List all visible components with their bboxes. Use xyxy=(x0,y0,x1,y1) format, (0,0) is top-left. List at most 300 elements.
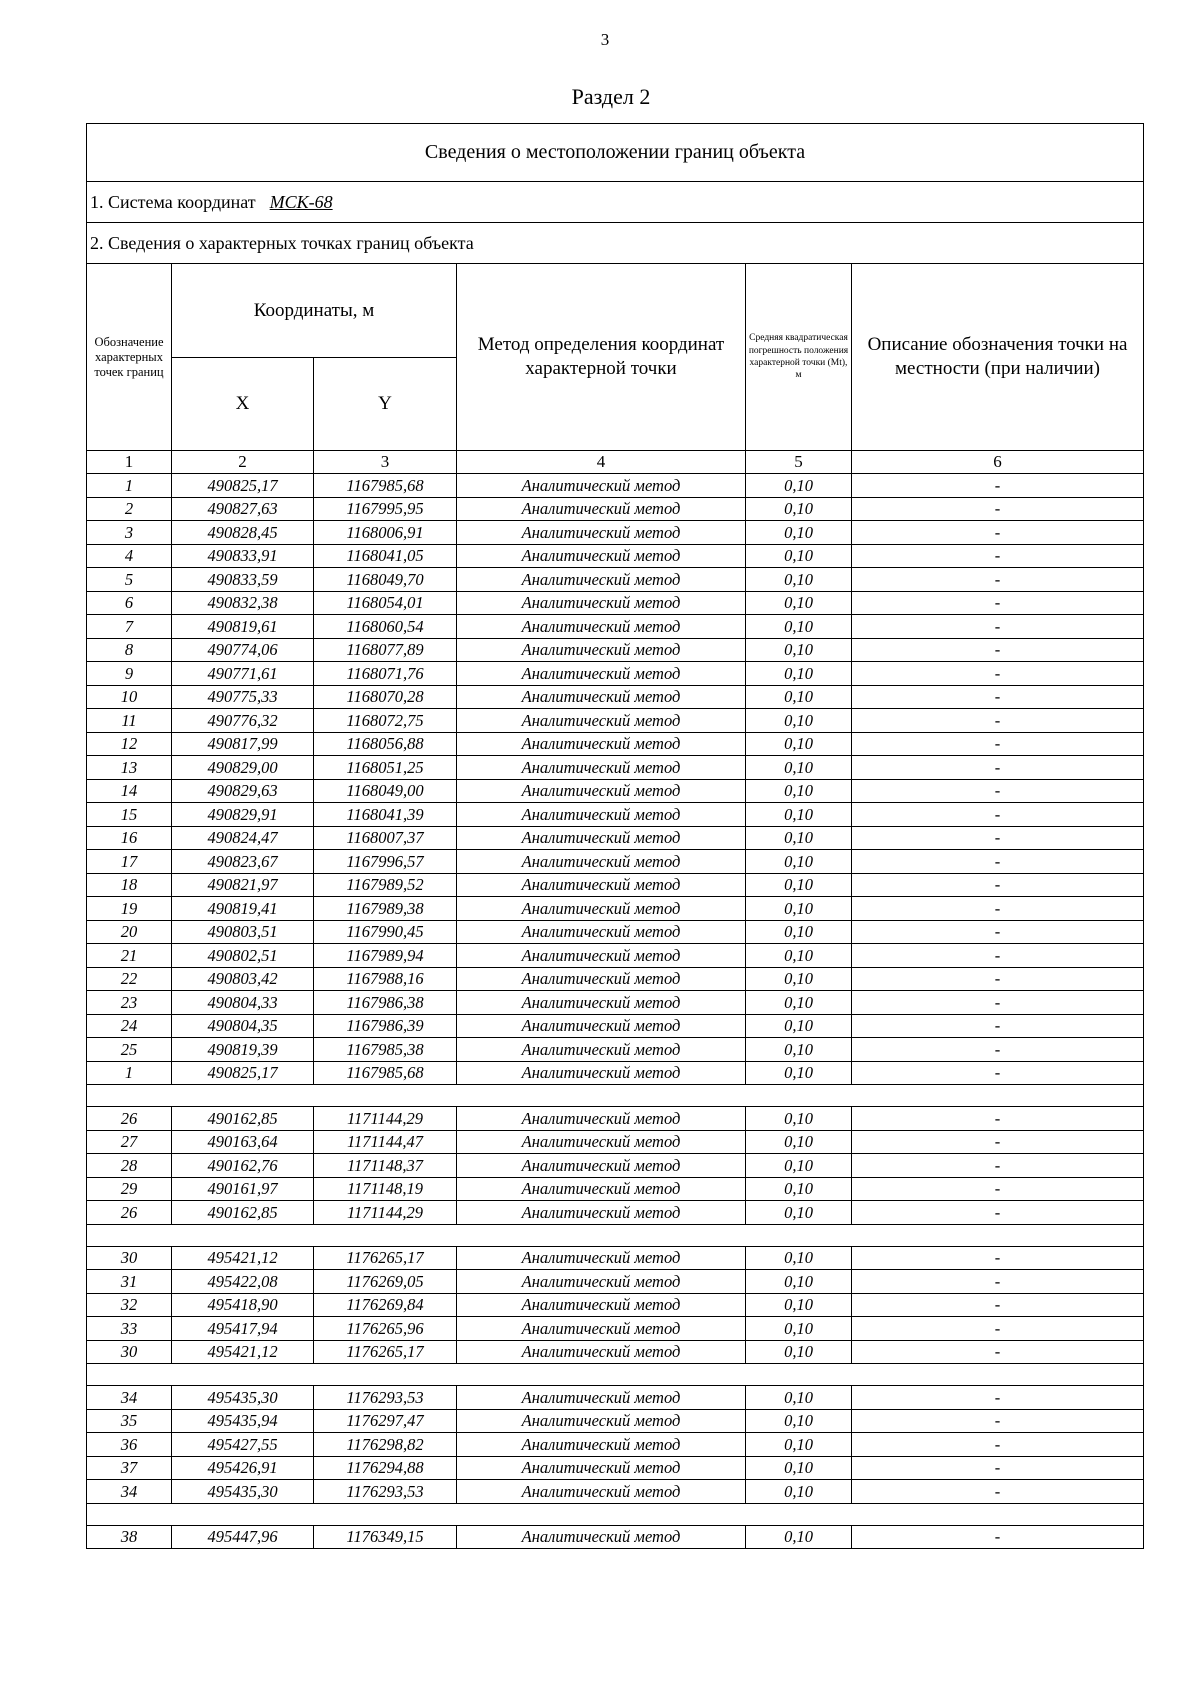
description: - xyxy=(852,474,1144,498)
column-numbers-row xyxy=(87,451,1144,474)
x-coordinate: 495447,96 xyxy=(172,1525,314,1549)
table-row xyxy=(87,1270,1144,1294)
point-number: 34 xyxy=(87,1386,172,1410)
y-coordinate: 1168077,89 xyxy=(314,638,457,662)
method: Аналитический метод xyxy=(457,920,746,944)
y-coordinate: 1176269,84 xyxy=(314,1293,457,1317)
method: Аналитический метод xyxy=(457,732,746,756)
description: - xyxy=(852,1456,1144,1480)
group-separator-row xyxy=(87,1085,1144,1107)
x-coordinate: 495427,55 xyxy=(172,1433,314,1457)
x-coordinate: 490162,85 xyxy=(172,1201,314,1225)
table-row xyxy=(87,826,1144,850)
mean-error: 0,10 xyxy=(746,944,852,968)
y-coordinate: 1167989,52 xyxy=(314,873,457,897)
table-row xyxy=(87,873,1144,897)
point-number: 30 xyxy=(87,1246,172,1270)
table-row xyxy=(87,803,1144,827)
mean-error: 0,10 xyxy=(746,568,852,592)
x-coordinate: 490833,91 xyxy=(172,544,314,568)
point-number: 29 xyxy=(87,1177,172,1201)
method: Аналитический метод xyxy=(457,803,746,827)
y-coordinate: 1176294,88 xyxy=(314,1456,457,1480)
column-number: 5 xyxy=(746,451,852,474)
mean-error: 0,10 xyxy=(746,1525,852,1549)
header-y: Y xyxy=(314,358,457,451)
description: - xyxy=(852,779,1144,803)
x-coordinate: 490771,61 xyxy=(172,662,314,686)
x-coordinate: 490825,17 xyxy=(172,1061,314,1085)
mean-error: 0,10 xyxy=(746,873,852,897)
table-row xyxy=(87,685,1144,709)
x-coordinate: 495426,91 xyxy=(172,1456,314,1480)
description: - xyxy=(852,1317,1144,1341)
point-number: 23 xyxy=(87,991,172,1015)
description: - xyxy=(852,1014,1144,1038)
table-row xyxy=(87,544,1144,568)
y-coordinate: 1168041,39 xyxy=(314,803,457,827)
y-coordinate: 1171144,29 xyxy=(314,1107,457,1131)
points-title: 2. Сведения о характерных точках границ объекта xyxy=(87,223,1144,264)
method: Аналитический метод xyxy=(457,991,746,1015)
mean-error: 0,10 xyxy=(746,1340,852,1364)
header-x: X xyxy=(172,358,314,451)
column-number: 4 xyxy=(457,451,746,474)
mean-error: 0,10 xyxy=(746,850,852,874)
table-row xyxy=(87,638,1144,662)
point-number: 35 xyxy=(87,1409,172,1433)
mean-error: 0,10 xyxy=(746,1201,852,1225)
point-number: 4 xyxy=(87,544,172,568)
x-coordinate: 495422,08 xyxy=(172,1270,314,1294)
group-separator xyxy=(87,1503,1144,1525)
point-number: 12 xyxy=(87,732,172,756)
mean-error: 0,10 xyxy=(746,920,852,944)
method: Аналитический метод xyxy=(457,826,746,850)
table-row xyxy=(87,967,1144,991)
mean-error: 0,10 xyxy=(746,1061,852,1085)
y-coordinate: 1167986,39 xyxy=(314,1014,457,1038)
description: - xyxy=(852,521,1144,545)
method: Аналитический метод xyxy=(457,897,746,921)
x-coordinate: 490803,51 xyxy=(172,920,314,944)
y-coordinate: 1167985,38 xyxy=(314,1038,457,1062)
table-title: Сведения о местоположении границ объекта xyxy=(87,124,1144,182)
description: - xyxy=(852,615,1144,639)
mean-error: 0,10 xyxy=(746,662,852,686)
coord-system xyxy=(87,182,1144,223)
y-coordinate: 1168051,25 xyxy=(314,756,457,780)
description: - xyxy=(852,497,1144,521)
x-coordinate: 490804,35 xyxy=(172,1014,314,1038)
y-coordinate: 1167989,94 xyxy=(314,944,457,968)
y-coordinate: 1176298,82 xyxy=(314,1433,457,1457)
mean-error: 0,10 xyxy=(746,732,852,756)
mean-error: 0,10 xyxy=(746,967,852,991)
point-number: 5 xyxy=(87,568,172,592)
method: Аналитический метод xyxy=(457,1270,746,1294)
y-coordinate: 1171144,29 xyxy=(314,1201,457,1225)
method: Аналитический метод xyxy=(457,544,746,568)
y-coordinate: 1171148,19 xyxy=(314,1177,457,1201)
mean-error: 0,10 xyxy=(746,779,852,803)
mean-error: 0,10 xyxy=(746,1246,852,1270)
method: Аналитический метод xyxy=(457,1177,746,1201)
table-row xyxy=(87,474,1144,498)
description: - xyxy=(852,591,1144,615)
y-coordinate: 1167995,95 xyxy=(314,497,457,521)
y-coordinate: 1167986,38 xyxy=(314,991,457,1015)
method: Аналитический метод xyxy=(457,779,746,803)
header-row-1 xyxy=(87,264,1144,358)
x-coordinate: 490802,51 xyxy=(172,944,314,968)
method: Аналитический метод xyxy=(457,1456,746,1480)
method: Аналитический метод xyxy=(457,685,746,709)
x-coordinate: 490824,47 xyxy=(172,826,314,850)
column-number: 2 xyxy=(172,451,314,474)
point-number: 22 xyxy=(87,967,172,991)
mean-error: 0,10 xyxy=(746,1130,852,1154)
header-error: Средняя квадратическая погрешность положения характерной точки (Mt), м xyxy=(746,264,852,451)
section-title: Раздел 2 xyxy=(571,84,651,109)
table-row xyxy=(87,897,1144,921)
y-coordinate: 1171144,47 xyxy=(314,1130,457,1154)
table-row xyxy=(87,991,1144,1015)
y-coordinate: 1167988,16 xyxy=(314,967,457,991)
x-coordinate: 490825,17 xyxy=(172,474,314,498)
point-number: 7 xyxy=(87,615,172,639)
column-number: 3 xyxy=(314,451,457,474)
x-coordinate: 490819,41 xyxy=(172,897,314,921)
point-number: 6 xyxy=(87,591,172,615)
point-number: 13 xyxy=(87,756,172,780)
x-coordinate: 490833,59 xyxy=(172,568,314,592)
header-coords: Координаты, м xyxy=(172,264,457,358)
table-row xyxy=(87,1480,1144,1504)
description: - xyxy=(852,897,1144,921)
description: - xyxy=(852,1038,1144,1062)
method: Аналитический метод xyxy=(457,756,746,780)
point-number: 18 xyxy=(87,873,172,897)
mean-error: 0,10 xyxy=(746,521,852,545)
coord-system-value: МСК-68 xyxy=(269,191,333,212)
table-row xyxy=(87,1409,1144,1433)
method: Аналитический метод xyxy=(457,1409,746,1433)
table-row xyxy=(87,1038,1144,1062)
x-coordinate: 495421,12 xyxy=(172,1246,314,1270)
description: - xyxy=(852,1107,1144,1131)
table-body xyxy=(87,124,1144,1549)
table-row xyxy=(87,1061,1144,1085)
group-separator-row xyxy=(87,1503,1144,1525)
x-coordinate: 490776,32 xyxy=(172,709,314,733)
mean-error: 0,10 xyxy=(746,826,852,850)
x-coordinate: 490774,06 xyxy=(172,638,314,662)
point-number: 34 xyxy=(87,1480,172,1504)
points-title-row xyxy=(87,223,1144,264)
mean-error: 0,10 xyxy=(746,1386,852,1410)
y-coordinate: 1168071,76 xyxy=(314,662,457,686)
x-coordinate: 490829,00 xyxy=(172,756,314,780)
method: Аналитический метод xyxy=(457,1014,746,1038)
table-row xyxy=(87,1154,1144,1178)
mean-error: 0,10 xyxy=(746,497,852,521)
table-row xyxy=(87,662,1144,686)
description: - xyxy=(852,1340,1144,1364)
x-coordinate: 495435,94 xyxy=(172,1409,314,1433)
table-row xyxy=(87,1386,1144,1410)
method: Аналитический метод xyxy=(457,967,746,991)
y-coordinate: 1168049,00 xyxy=(314,779,457,803)
x-coordinate: 490829,63 xyxy=(172,779,314,803)
table-row xyxy=(87,1293,1144,1317)
description: - xyxy=(852,850,1144,874)
x-coordinate: 490162,85 xyxy=(172,1107,314,1131)
method: Аналитический метод xyxy=(457,709,746,733)
description: - xyxy=(852,826,1144,850)
description: - xyxy=(852,1246,1144,1270)
table-row xyxy=(87,732,1144,756)
point-number: 8 xyxy=(87,638,172,662)
description: - xyxy=(852,1433,1144,1457)
y-coordinate: 1176293,53 xyxy=(314,1480,457,1504)
method: Аналитический метод xyxy=(457,1246,746,1270)
point-number: 24 xyxy=(87,1014,172,1038)
y-coordinate: 1167985,68 xyxy=(314,474,457,498)
x-coordinate: 490829,91 xyxy=(172,803,314,827)
description: - xyxy=(852,1525,1144,1549)
point-number: 14 xyxy=(87,779,172,803)
point-number: 31 xyxy=(87,1270,172,1294)
table-row xyxy=(87,1107,1144,1131)
description: - xyxy=(852,1293,1144,1317)
point-number: 25 xyxy=(87,1038,172,1062)
table-row xyxy=(87,497,1144,521)
coord-system-label: 1. Система координат xyxy=(90,191,256,212)
method: Аналитический метод xyxy=(457,944,746,968)
method: Аналитический метод xyxy=(457,591,746,615)
point-number: 17 xyxy=(87,850,172,874)
method: Аналитический метод xyxy=(457,1433,746,1457)
mean-error: 0,10 xyxy=(746,1409,852,1433)
mean-error: 0,10 xyxy=(746,638,852,662)
point-number: 30 xyxy=(87,1340,172,1364)
table-row xyxy=(87,756,1144,780)
method: Аналитический метод xyxy=(457,1386,746,1410)
method: Аналитический метод xyxy=(457,850,746,874)
y-coordinate: 1176265,17 xyxy=(314,1246,457,1270)
table-row xyxy=(87,1177,1144,1201)
mean-error: 0,10 xyxy=(746,1317,852,1341)
x-coordinate: 495418,90 xyxy=(172,1293,314,1317)
table-row xyxy=(87,1317,1144,1341)
point-number: 33 xyxy=(87,1317,172,1341)
point-number: 10 xyxy=(87,685,172,709)
description: - xyxy=(852,1386,1144,1410)
point-number: 19 xyxy=(87,897,172,921)
table-row xyxy=(87,779,1144,803)
table-row xyxy=(87,1525,1144,1549)
point-number: 28 xyxy=(87,1154,172,1178)
table-row xyxy=(87,920,1144,944)
column-number: 1 xyxy=(87,451,172,474)
method: Аналитический метод xyxy=(457,1038,746,1062)
table-row xyxy=(87,1246,1144,1270)
y-coordinate: 1168060,54 xyxy=(314,615,457,639)
table-row xyxy=(87,568,1144,592)
coord-system-row xyxy=(87,182,1144,223)
point-number: 20 xyxy=(87,920,172,944)
method: Аналитический метод xyxy=(457,1340,746,1364)
table-row xyxy=(87,1456,1144,1480)
mean-error: 0,10 xyxy=(746,1154,852,1178)
mean-error: 0,10 xyxy=(746,1480,852,1504)
mean-error: 0,10 xyxy=(746,709,852,733)
x-coordinate: 490775,33 xyxy=(172,685,314,709)
table-row xyxy=(87,1201,1144,1225)
method: Аналитический метод xyxy=(457,1525,746,1549)
group-separator xyxy=(87,1364,1144,1386)
table-row xyxy=(87,850,1144,874)
point-number: 26 xyxy=(87,1107,172,1131)
method: Аналитический метод xyxy=(457,1130,746,1154)
y-coordinate: 1176349,15 xyxy=(314,1525,457,1549)
mean-error: 0,10 xyxy=(746,544,852,568)
description: - xyxy=(852,920,1144,944)
method: Аналитический метод xyxy=(457,1480,746,1504)
description: - xyxy=(852,1201,1144,1225)
mean-error: 0,10 xyxy=(746,615,852,639)
y-coordinate: 1168006,91 xyxy=(314,521,457,545)
y-coordinate: 1167989,38 xyxy=(314,897,457,921)
description: - xyxy=(852,544,1144,568)
point-number: 16 xyxy=(87,826,172,850)
header-description: Описание обозначения точки на местности (при наличии) xyxy=(852,264,1144,451)
y-coordinate: 1168070,28 xyxy=(314,685,457,709)
method: Аналитический метод xyxy=(457,662,746,686)
mean-error: 0,10 xyxy=(746,897,852,921)
table-row xyxy=(87,709,1144,733)
description: - xyxy=(852,967,1144,991)
x-coordinate: 495421,12 xyxy=(172,1340,314,1364)
description: - xyxy=(852,1130,1144,1154)
method: Аналитический метод xyxy=(457,1293,746,1317)
point-number: 1 xyxy=(87,1061,172,1085)
method: Аналитический метод xyxy=(457,568,746,592)
header-designation: Обозначение характерных точек границ xyxy=(87,264,172,451)
table-row xyxy=(87,1340,1144,1364)
x-coordinate: 490803,42 xyxy=(172,967,314,991)
table-row xyxy=(87,615,1144,639)
x-coordinate: 490161,97 xyxy=(172,1177,314,1201)
description: - xyxy=(852,732,1144,756)
mean-error: 0,10 xyxy=(746,991,852,1015)
method: Аналитический метод xyxy=(457,1201,746,1225)
table-row xyxy=(87,521,1144,545)
point-number: 26 xyxy=(87,1201,172,1225)
mean-error: 0,10 xyxy=(746,685,852,709)
table-row xyxy=(87,1014,1144,1038)
x-coordinate: 495417,94 xyxy=(172,1317,314,1341)
description: - xyxy=(852,662,1144,686)
point-number: 36 xyxy=(87,1433,172,1457)
mean-error: 0,10 xyxy=(746,1038,852,1062)
method: Аналитический метод xyxy=(457,638,746,662)
point-number: 37 xyxy=(87,1456,172,1480)
y-coordinate: 1176269,05 xyxy=(314,1270,457,1294)
description: - xyxy=(852,1480,1144,1504)
x-coordinate: 490821,97 xyxy=(172,873,314,897)
x-coordinate: 490832,38 xyxy=(172,591,314,615)
x-coordinate: 490163,64 xyxy=(172,1130,314,1154)
description: - xyxy=(852,803,1144,827)
mean-error: 0,10 xyxy=(746,1177,852,1201)
method: Аналитический метод xyxy=(457,1317,746,1341)
point-number: 38 xyxy=(87,1525,172,1549)
group-separator-row xyxy=(87,1364,1144,1386)
group-separator xyxy=(87,1224,1144,1246)
y-coordinate: 1176293,53 xyxy=(314,1386,457,1410)
description: - xyxy=(852,709,1144,733)
y-coordinate: 1168041,05 xyxy=(314,544,457,568)
x-coordinate: 490828,45 xyxy=(172,521,314,545)
y-coordinate: 1171148,37 xyxy=(314,1154,457,1178)
x-coordinate: 490817,99 xyxy=(172,732,314,756)
boundary-points-table xyxy=(86,123,1144,1549)
y-coordinate: 1168054,01 xyxy=(314,591,457,615)
y-coordinate: 1176265,17 xyxy=(314,1340,457,1364)
y-coordinate: 1176297,47 xyxy=(314,1409,457,1433)
point-number: 1 xyxy=(87,474,172,498)
x-coordinate: 490819,61 xyxy=(172,615,314,639)
group-separator-row xyxy=(87,1224,1144,1246)
description: - xyxy=(852,1154,1144,1178)
method: Аналитический метод xyxy=(457,497,746,521)
y-coordinate: 1168056,88 xyxy=(314,732,457,756)
method: Аналитический метод xyxy=(457,1061,746,1085)
description: - xyxy=(852,873,1144,897)
description: - xyxy=(852,1270,1144,1294)
point-number: 11 xyxy=(87,709,172,733)
description: - xyxy=(852,568,1144,592)
y-coordinate: 1168049,70 xyxy=(314,568,457,592)
y-coordinate: 1168007,37 xyxy=(314,826,457,850)
page-number: 3 xyxy=(600,30,610,49)
column-number: 6 xyxy=(852,451,1144,474)
x-coordinate: 490823,67 xyxy=(172,850,314,874)
point-number: 2 xyxy=(87,497,172,521)
mean-error: 0,10 xyxy=(746,1433,852,1457)
mean-error: 0,10 xyxy=(746,1014,852,1038)
mean-error: 0,10 xyxy=(746,1270,852,1294)
mean-error: 0,10 xyxy=(746,803,852,827)
x-coordinate: 490827,63 xyxy=(172,497,314,521)
point-number: 9 xyxy=(87,662,172,686)
point-number: 15 xyxy=(87,803,172,827)
x-coordinate: 495435,30 xyxy=(172,1386,314,1410)
description: - xyxy=(852,638,1144,662)
y-coordinate: 1167990,45 xyxy=(314,920,457,944)
mean-error: 0,10 xyxy=(746,591,852,615)
group-separator xyxy=(87,1085,1144,1107)
point-number: 3 xyxy=(87,521,172,545)
point-number: 27 xyxy=(87,1130,172,1154)
method: Аналитический метод xyxy=(457,521,746,545)
description: - xyxy=(852,756,1144,780)
description: - xyxy=(852,991,1144,1015)
y-coordinate: 1176265,96 xyxy=(314,1317,457,1341)
description: - xyxy=(852,1061,1144,1085)
